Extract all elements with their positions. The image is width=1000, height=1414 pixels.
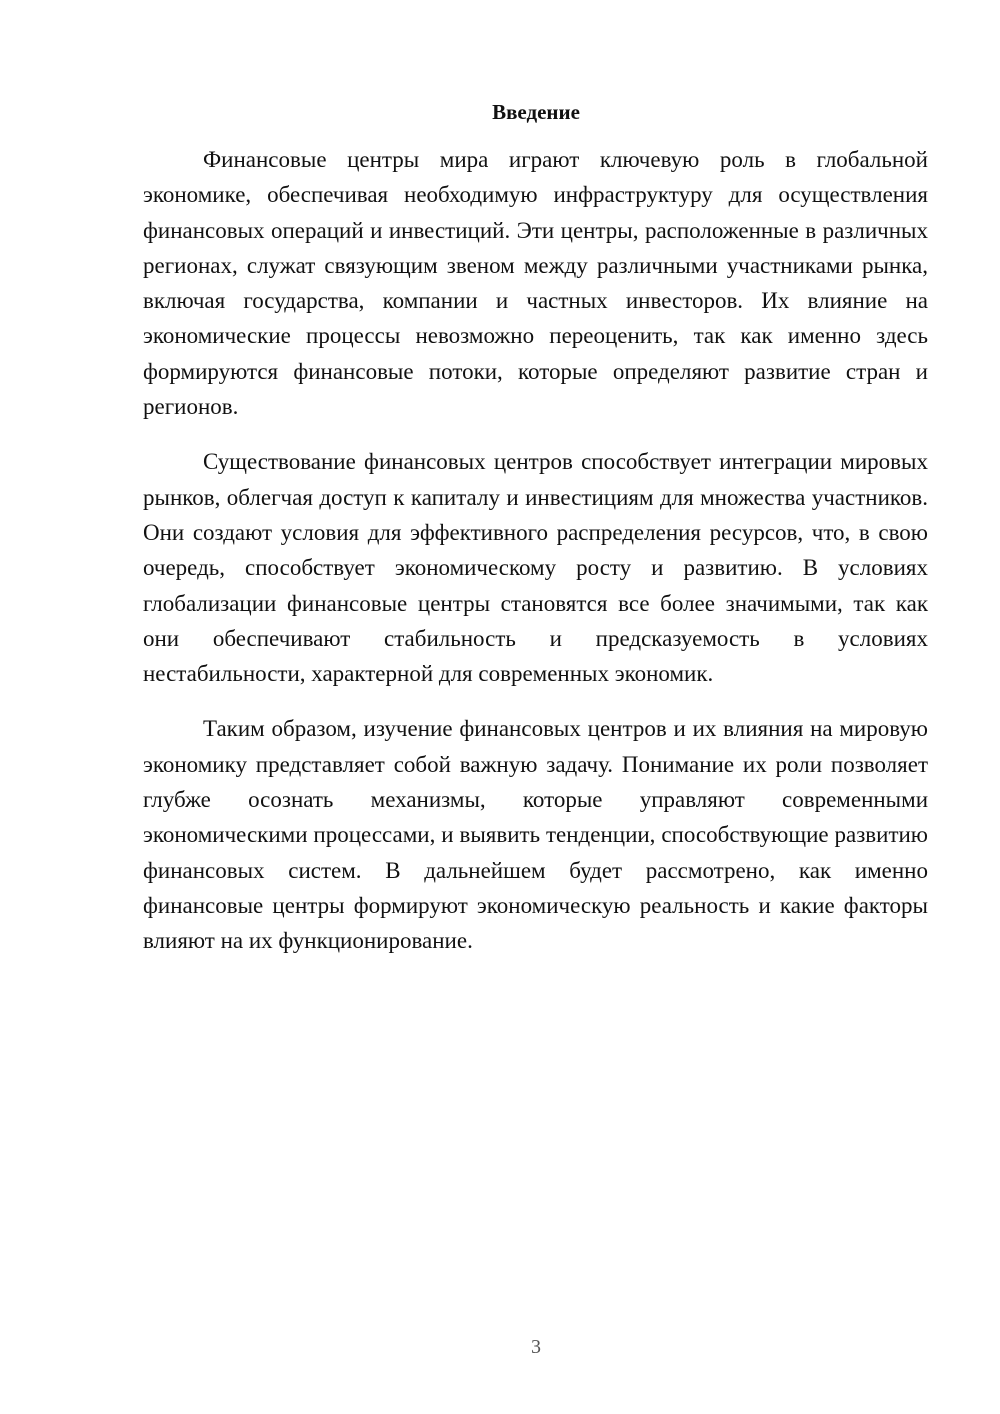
- page-number: 3: [531, 1336, 541, 1358]
- paragraph-1: Финансовые центры мира играют ключевую роль в глобальной экономике, обеспечивая необходимую инфраструктуру для осуществления финансовых операций и инвестиций. Эти центры, расположенные в различных регионах, служат связующим звеном между различными участниками рынка, включая государства, компании и частных инвесторов. Их влияние на экономические процессы невозможно переоценить, так как именно здесь формируются финансовые потоки, которые определяют развитие стран и регионов.: [143, 147, 928, 420]
- body-text: [143, 142, 928, 979]
- section-title: Введение: [492, 100, 580, 124]
- paragraph-3: Таким образом, изучение финансовых центров и их влияния на мировую экономику представляет собой важную задачу. Понимание их роли позволяет глубже осознать механизмы, которые управляют современными экономическими процессами, и выявить тенденции, способствующие развитию финансовых систем. В дальнейшем будет рассмотрено, как именно финансовые центры формируют экономическую реальность и какие факторы влияют на их функционирование.: [143, 716, 928, 954]
- paragraph-2: Существование финансовых центров способствует интеграции мировых рынков, облегчая доступ к капиталу и инвестициям для множества участников. Они создают условия для эффективного распределения ресурсов, что, в свою очередь, способствует экономическому росту и развитию. В условиях глобализации финансовые центры становятся все более значимыми, так как они обеспечивают стабильность и предсказуемость в условиях нестабильности, характерной для современных экономик.: [143, 449, 928, 687]
